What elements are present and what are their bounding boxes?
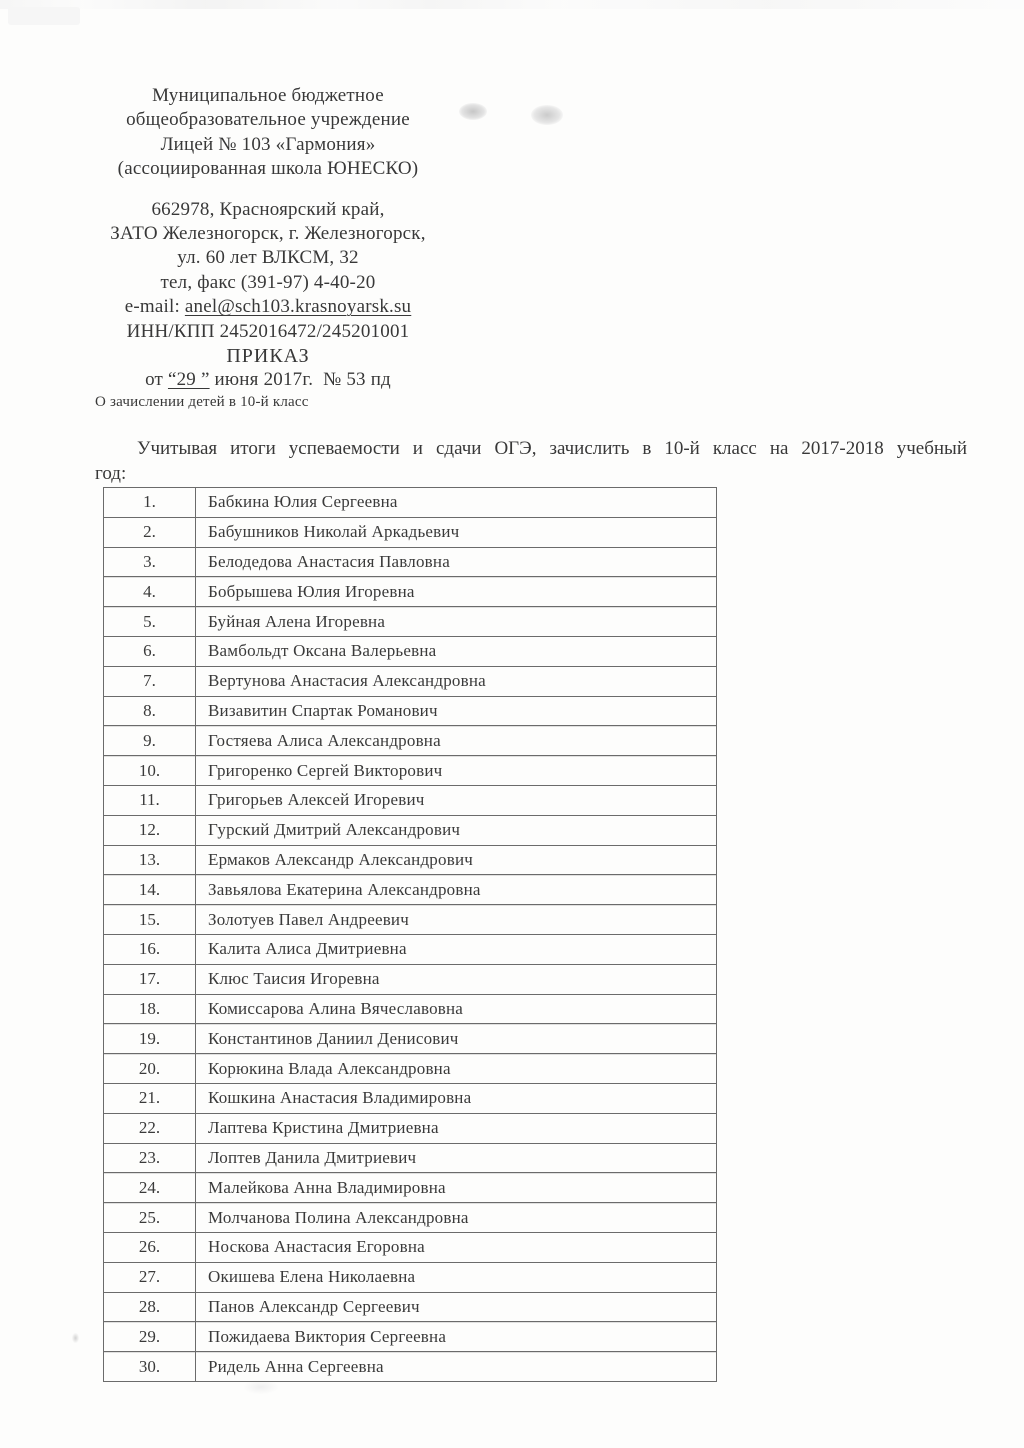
row-number-cell: 13.	[104, 845, 196, 875]
row-name-cell: Визавитин Спартак Романович	[196, 696, 717, 726]
table-row	[104, 607, 717, 637]
spacer	[88, 182, 448, 198]
row-number-cell: 10.	[104, 756, 196, 786]
body-paragraph	[95, 437, 967, 486]
row-number-cell: 21.	[104, 1083, 196, 1113]
email-address: anel@sch103.krasnoyarsk.su	[184, 296, 412, 318]
table-row	[104, 905, 717, 935]
row-name-cell: Вамбольдт Оксана Валерьевна	[196, 636, 717, 666]
row-name-cell: Завьялова Екатерина Александровна	[196, 875, 717, 905]
table-row	[104, 815, 717, 845]
row-number-cell: 18.	[104, 994, 196, 1024]
row-name-cell: Клюс Таисия Игоревна	[196, 964, 717, 994]
table-row	[104, 875, 717, 905]
row-number-cell: 29.	[104, 1322, 196, 1352]
scan-smudge	[459, 103, 487, 120]
table-row	[104, 934, 717, 964]
row-name-cell: Панов Александр Сергеевич	[196, 1292, 717, 1322]
row-number-cell: 1.	[104, 488, 196, 518]
address-line: 662978, Красноярский край,	[151, 198, 385, 220]
table-row	[104, 1292, 717, 1322]
row-number-cell: 24.	[104, 1173, 196, 1203]
order-date-number: “29 ”	[167, 369, 210, 391]
row-number-cell: 8.	[104, 696, 196, 726]
table-row	[104, 756, 717, 786]
email-line	[88, 295, 448, 319]
phone-fax-line: тел, факс (391-97) 4-40-20	[160, 271, 376, 293]
row-name-cell: Гурский Дмитрий Александрович	[196, 815, 717, 845]
row-name-cell: Окишева Елена Николаевна	[196, 1262, 717, 1292]
table-row	[104, 1232, 717, 1262]
table-row	[104, 488, 717, 518]
table-row	[104, 547, 717, 577]
email-label: e-mail:	[124, 296, 185, 318]
table-row	[104, 1173, 717, 1203]
table-row	[104, 1203, 717, 1233]
order-subject: О зачислении детей в 10-й класс	[95, 394, 309, 410]
row-name-cell: Григорьев Алексей Игоревич	[196, 785, 717, 815]
row-name-cell: Бабкина Юлия Сергеевна	[196, 488, 717, 518]
row-name-cell: Гостяева Алиса Александровна	[196, 726, 717, 756]
table-row	[104, 845, 717, 875]
row-number-cell: 27.	[104, 1262, 196, 1292]
scan-smudge	[72, 1333, 79, 1343]
org-name-line: (ассоциированная школа ЮНЕСКО)	[117, 158, 419, 180]
table-row	[104, 726, 717, 756]
row-name-cell: Бобрышева Юлия Игоревна	[196, 577, 717, 607]
table-row	[104, 1352, 717, 1382]
table-row	[104, 666, 717, 696]
row-name-cell: Калита Алиса Дмитриевна	[196, 934, 717, 964]
row-name-cell: Носкова Анастасия Егоровна	[196, 1232, 717, 1262]
row-number-cell: 15.	[104, 905, 196, 935]
table-row	[104, 577, 717, 607]
table-row	[104, 1083, 717, 1113]
order-date-prefix: от	[145, 369, 168, 391]
row-number-cell: 14.	[104, 875, 196, 905]
body-paragraph-line: Учитывая итоги успеваемости и сдачи ОГЭ, зачислить в 10-й класс на 2017-2018 учебный	[137, 438, 967, 459]
table-row	[104, 785, 717, 815]
row-number-cell: 22.	[104, 1113, 196, 1143]
table-row	[104, 1054, 717, 1084]
row-name-cell: Золотуев Павел Андреевич	[196, 905, 717, 935]
row-name-cell: Лоптев Данила Дмитриевич	[196, 1143, 717, 1173]
org-name-line: Лицей № 103 «Гармония»	[160, 133, 376, 155]
row-name-cell: Ермаков Александр Александрович	[196, 845, 717, 875]
order-title: ПРИКАЗ	[226, 345, 310, 368]
table-row	[104, 696, 717, 726]
address-line: ул. 60 лет ВЛКСМ, 32	[177, 247, 359, 269]
scan-edge-artifact	[0, 0, 1024, 9]
table-row	[104, 1024, 717, 1054]
row-name-cell: Малейкова Анна Владимировна	[196, 1173, 717, 1203]
table-row	[104, 517, 717, 547]
letterhead-block	[88, 84, 448, 393]
row-name-cell: Григоренко Сергей Викторович	[196, 756, 717, 786]
row-number-cell: 26.	[104, 1232, 196, 1262]
row-name-cell: Лаптева Кристина Дмитриевна	[196, 1113, 717, 1143]
row-number-cell: 19.	[104, 1024, 196, 1054]
row-name-cell: Белодедова Анастасия Павловна	[196, 547, 717, 577]
row-number-cell: 30.	[104, 1352, 196, 1382]
row-number-cell: 9.	[104, 726, 196, 756]
address-line: ЗАТО Железногорск, г. Железногорск,	[110, 223, 426, 245]
row-number-cell: 17.	[104, 964, 196, 994]
table-row	[104, 1113, 717, 1143]
table-row	[104, 636, 717, 666]
table-row	[104, 964, 717, 994]
students-table-body	[104, 488, 717, 1382]
row-number-cell: 28.	[104, 1292, 196, 1322]
row-name-cell: Молчанова Полина Александровна	[196, 1203, 717, 1233]
row-number-cell: 5.	[104, 607, 196, 637]
row-number-cell: 25.	[104, 1203, 196, 1233]
order-date-rest: июня 2017г. № 53 пд	[209, 369, 391, 391]
scan-smudge	[244, 1380, 278, 1394]
row-name-cell: Пожидаева Виктория Сергеевна	[196, 1322, 717, 1352]
row-name-cell: Константинов Даниил Денисович	[196, 1024, 717, 1054]
row-number-cell: 16.	[104, 934, 196, 964]
order-date-line	[88, 368, 448, 392]
row-name-cell: Комиссарова Алина Вячеславовна	[196, 994, 717, 1024]
table-row	[104, 1322, 717, 1352]
row-number-cell: 20.	[104, 1054, 196, 1084]
scan-smudge	[531, 105, 563, 125]
scan-corner-smudge	[8, 7, 80, 25]
row-number-cell: 2.	[104, 517, 196, 547]
row-name-cell: Бабушников Николай Аркадьевич	[196, 517, 717, 547]
row-number-cell: 6.	[104, 636, 196, 666]
org-name-line: общеобразовательное учреждение	[126, 109, 410, 131]
row-name-cell: Кошкина Анастасия Владимировна	[196, 1083, 717, 1113]
table-row	[104, 1143, 717, 1173]
row-name-cell: Ридель Анна Сергеевна	[196, 1352, 717, 1382]
row-name-cell: Вертунова Анастасия Александровна	[196, 666, 717, 696]
org-name-line: Муниципальное бюджетное	[152, 85, 384, 106]
table-row	[104, 1262, 717, 1292]
row-number-cell: 12.	[104, 815, 196, 845]
row-number-cell: 3.	[104, 547, 196, 577]
row-number-cell: 23.	[104, 1143, 196, 1173]
body-paragraph-line: год:	[95, 462, 127, 484]
inn-kpp-line: ИНН/КПП 2452016472/245201001	[126, 320, 410, 342]
row-number-cell: 7.	[104, 666, 196, 696]
row-number-cell: 4.	[104, 577, 196, 607]
row-name-cell: Буйная Алена Игоревна	[196, 607, 717, 637]
students-table	[103, 487, 717, 1382]
table-row	[104, 994, 717, 1024]
row-number-cell: 11.	[104, 785, 196, 815]
row-name-cell: Корюкина Влада Александровна	[196, 1054, 717, 1084]
